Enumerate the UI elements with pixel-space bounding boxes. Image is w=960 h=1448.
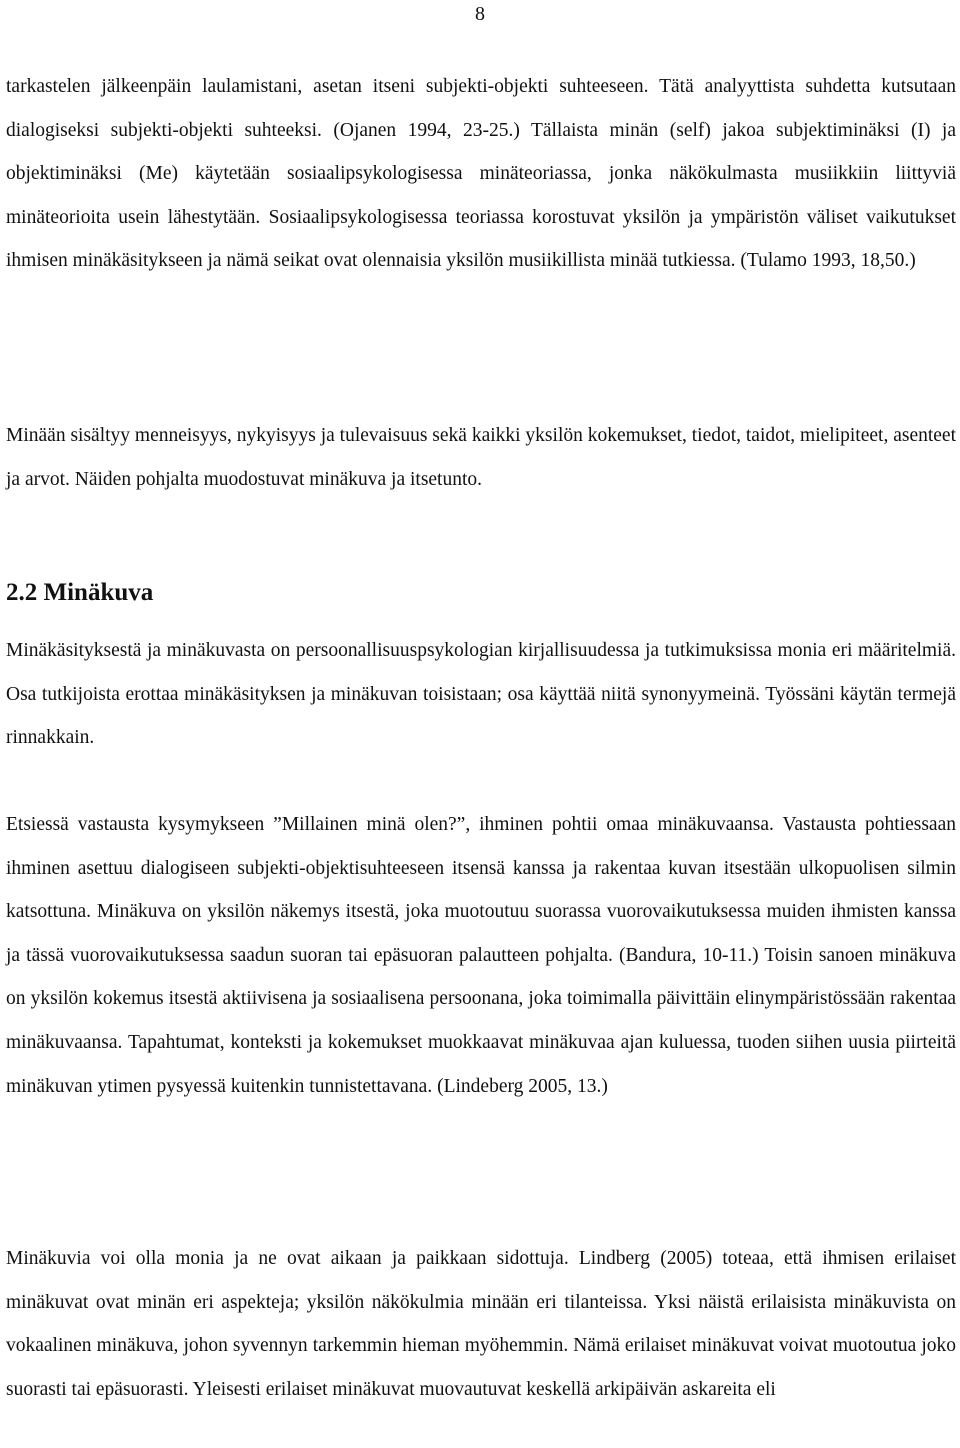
paragraph-definitions: Minäkäsityksestä ja minäkuvasta on persoonallisuuspsykologian kirjallisuudessa ja tutkimuksissa monia eri määritelmiä. Osa tutkijoista erottaa minäkäsityksen ja minäkuvan toisistaan; osa käyttää niitä synonyymeinä. Työssäni käytän termejä rinnakkain.	[6, 640, 956, 749]
paragraph-self-image: Etsiessä vastausta kysymykseen ”Millainen minä olen?”, ihminen pohtii omaa minäkuvaansa. Vastausta pohtiessaan ihminen asettuu dialogiseen subjekti-objektisuhteeseen itsensä kanssa ja rakentaa kuvan itsestään ulkopuolisen silmin katsottuna. Minäkuva on yksilön näkemys itsestä, joka muotoutuu suorassa vuorovaikutuksessa muiden ihmisten kanssa ja tässä vuorovaikutuksessa saadun suoran tai epäsuoran palautteen pohjalta. (Bandura, 10-11.) Toisin sanoen minäkuva on yksilön kokemus itsestä aktiivisena ja sosiaalisena persoonana, joka toimimalla päivittäin elinympäristössään rakentaa minäkuvaansa. Tapahtumat, konteksti ja kokemukset muokkaavat minäkuvaa ajan kuluessa, tuoden siihen uusia piirteitä minäkuvan ytimen pysyessä kuitenkin tunnistettavana. (Lindeberg 2005, 13.)	[6, 814, 956, 1097]
page-number: 8	[475, 3, 485, 25]
paragraph-multiple-self-images: Minäkuvia voi olla monia ja ne ovat aikaan ja paikkaan sidottuja. Lindberg (2005) toteaa, että ihmisen erilaiset minäkuvat ovat minän eri aspekteja; yksilön näkökulmia minään eri tilanteissa. Yksi näistä erilaisista minäkuvista on vokaalinen minäkuva, johon syvennyn tarkemmin hieman myöhemmin. Nämä erilaiset minäkuvat voivat muotoutua joko suorasti tai epäsuorasti. Yleisesti erilaiset minäkuvat muovautuvat keskellä arkipäivän askareita eli	[6, 1248, 956, 1400]
paragraph-self-theory: tarkastelen jälkeenpäin laulamistani, asetan itseni subjekti-objekti suhteeseen. Tätä analyyttista suhdetta kutsutaan dialogiseksi subjekti-objekti suhteeksi. (Ojanen 1994, 23-25.) Tällaista minän (self) jakoa subjektiminäksi (I) ja objektiminäksi (Me) käytetään sosiaalipsykologisessa minäteoriassa, jonka näkökulmasta musiikkiin liittyviä minäteorioita usein lähestytään. Sosiaalipsykologisessa teoriassa korostuvat yksilön ja ympäristön väliset vaikutukset ihmisen minäkäsitykseen ja nämä seikat ovat olennaisia yksilön musiikillista minää tutkiessa. (Tulamo 1993, 18,50.)	[6, 76, 956, 272]
paragraph-self-contents: Minään sisältyy menneisyys, nykyisyys ja tulevaisuus sekä kaikki yksilön kokemukset, tiedot, taidot, mielipiteet, asenteet ja arvot. Näiden pohjalta muodostuvat minäkuva ja itsetunto.	[6, 425, 956, 490]
section-heading-minakuva: 2.2 Minäkuva	[6, 579, 154, 606]
